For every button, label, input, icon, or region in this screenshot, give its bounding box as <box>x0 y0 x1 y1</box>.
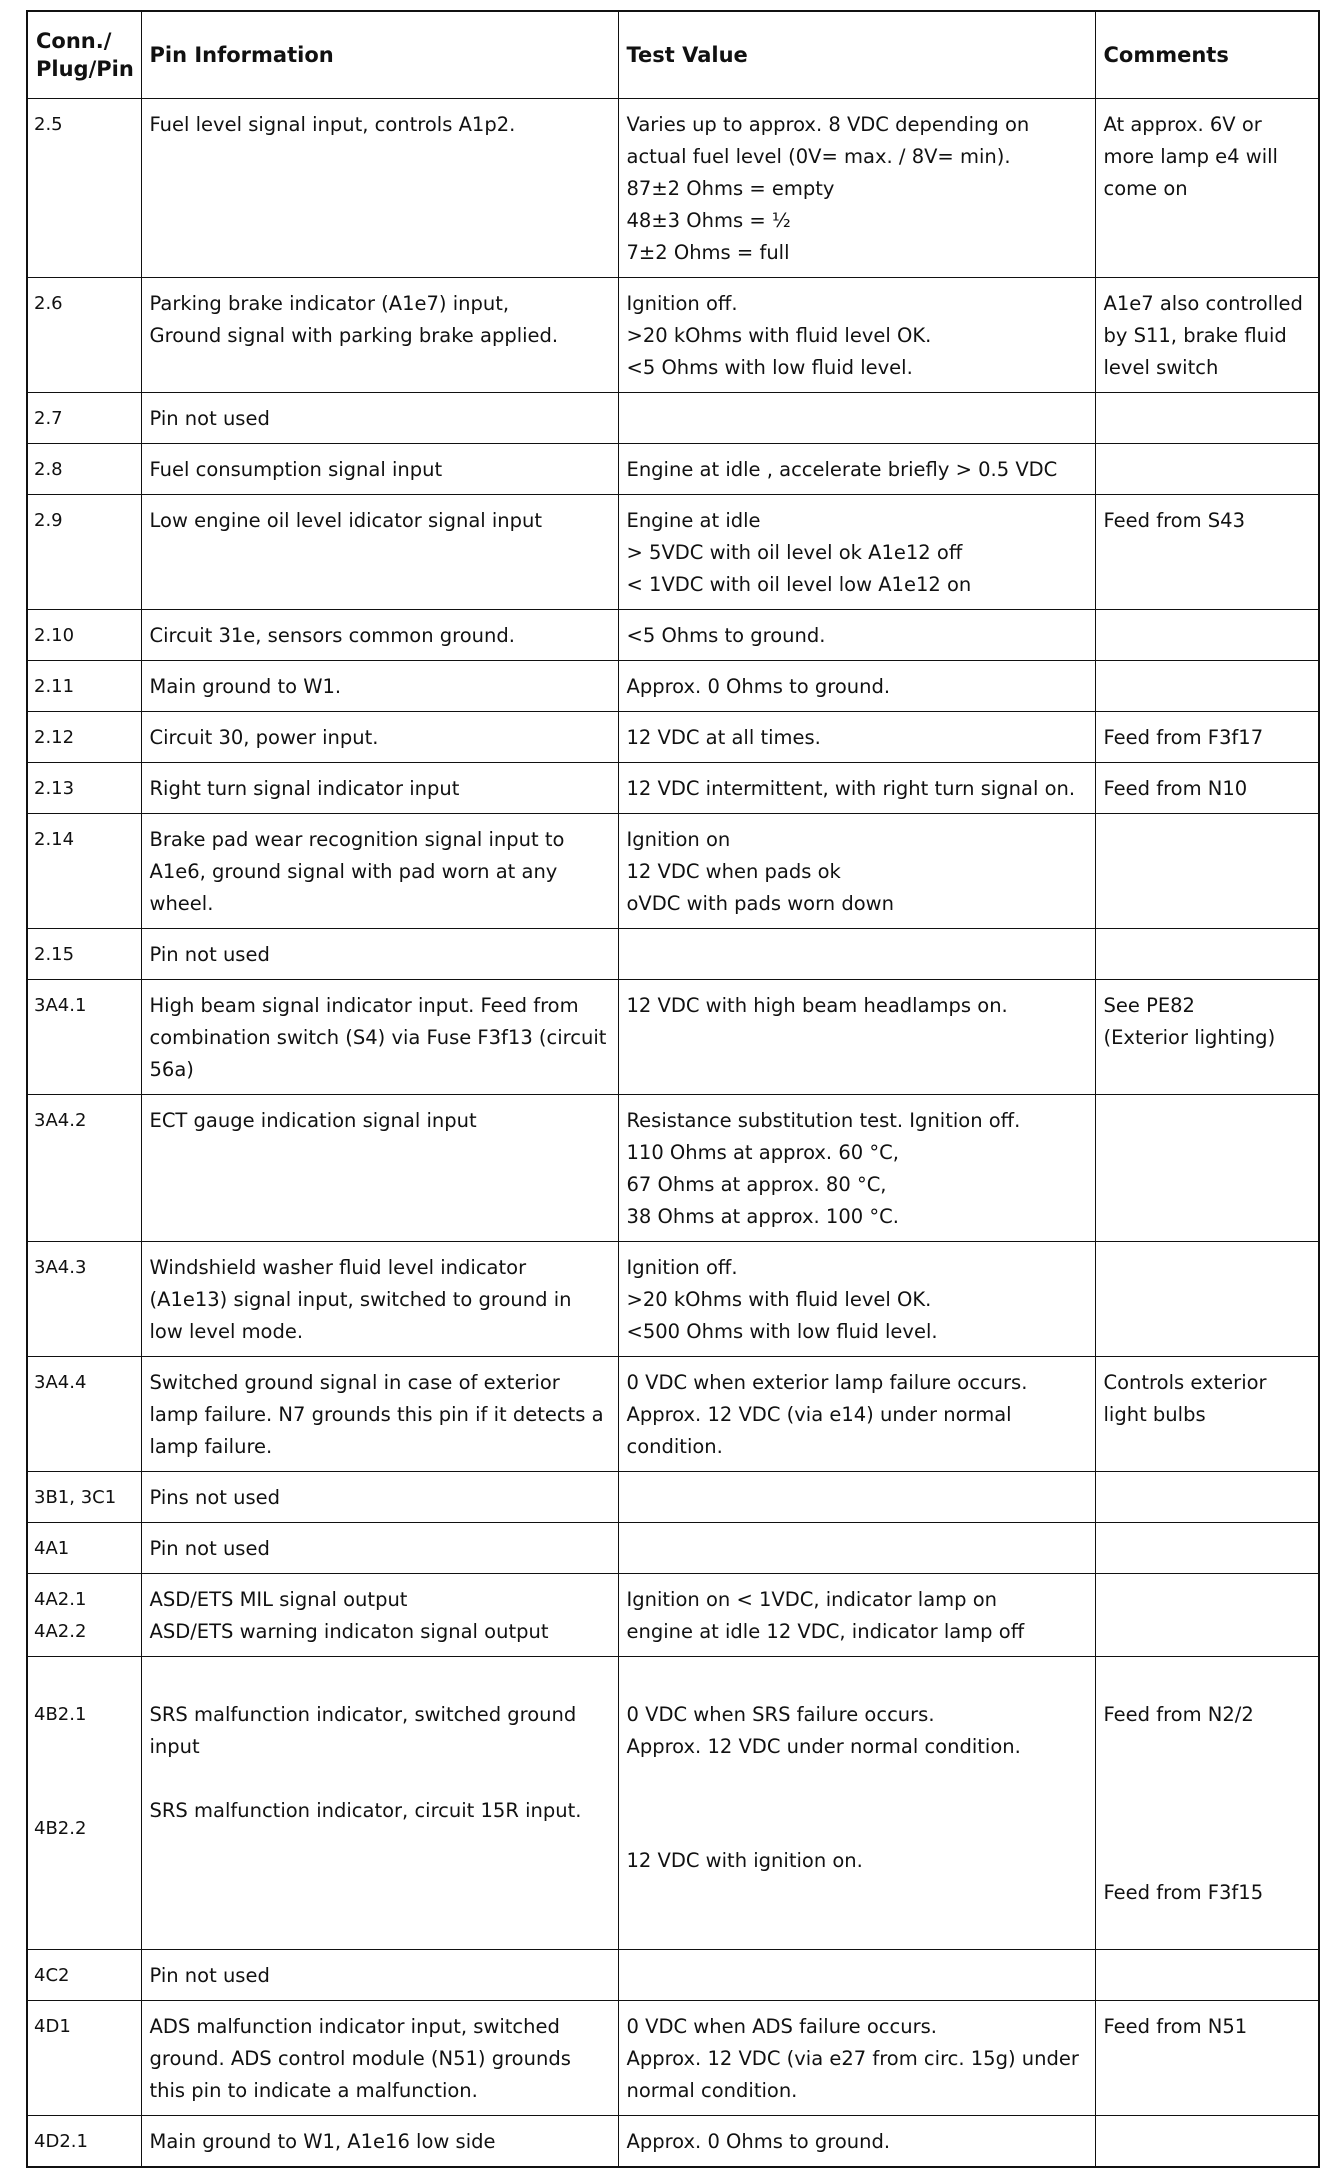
spacer <box>1104 1763 1311 1795</box>
header-conn-plug-pin: Conn./ Plug/Pin <box>27 11 141 99</box>
table-row <box>27 610 1319 661</box>
table-row <box>27 2001 1319 2116</box>
pin-cell: 2.12 <box>27 712 141 763</box>
pin-cell: 2.15 <box>27 929 141 980</box>
comment-cell: Feed from N10 <box>1095 763 1319 814</box>
pin-table-page <box>26 10 1318 2168</box>
test-value-cell: Ignition off. >20 kOhms with fluid level OK. <500 Ohms with low fluid level. <box>618 1242 1095 1357</box>
test-value-cell: <5 Ohms to ground. <box>618 610 1095 661</box>
pin-info-cell: Windshield washer fluid level indicator (A1e13) signal input, switched to ground in low level mode. <box>141 1242 618 1357</box>
pin-info-text: SRS malfunction indicator, switched ground input <box>149 1703 577 1758</box>
pin-cell: 2.13 <box>27 763 141 814</box>
table-row <box>27 1357 1319 1472</box>
pin-cell: 2.14 <box>27 814 141 929</box>
test-value-cell <box>618 393 1095 444</box>
test-value-cell <box>618 1523 1095 1574</box>
table-row <box>27 1472 1319 1523</box>
test-value-text: 0 VDC when SRS failure occurs. Approx. 12 VDC under normal condition. <box>626 1703 1021 1758</box>
comment-cell: Feed from N51 <box>1095 2001 1319 2116</box>
table-row <box>27 1523 1319 1574</box>
pin-cell: 2.7 <box>27 393 141 444</box>
table-row <box>27 712 1319 763</box>
pin-cell: 2.6 <box>27 278 141 393</box>
pin-cell <box>27 1657 141 1950</box>
comment-cell <box>1095 1472 1319 1523</box>
pin-cell: 2.11 <box>27 661 141 712</box>
comment-cell <box>1095 814 1319 929</box>
pin-info-cell: ASD/ETS MIL signal output ASD/ETS warning indicaton signal output <box>141 1574 618 1657</box>
comment-cell <box>1095 1657 1319 1950</box>
test-value-cell <box>618 1472 1095 1523</box>
pin-label: 4B2.1 <box>34 1704 87 1725</box>
table-row <box>27 1574 1319 1657</box>
pin-info-cell <box>141 1657 618 1950</box>
pin-info-cell: ADS malfunction indicator input, switched ground. ADS control module (N51) grounds this pin to indicate a malfunction. <box>141 2001 618 2116</box>
test-value-cell <box>618 929 1095 980</box>
table-row <box>27 1657 1319 1950</box>
comment-cell <box>1095 393 1319 444</box>
test-value-cell: Ignition on 12 VDC when pads ok oVDC with pads worn down <box>618 814 1095 929</box>
table-row <box>27 1242 1319 1357</box>
test-value-cell: 0 VDC when ADS failure occurs. Approx. 12 VDC (via e27 from circ. 15g) under normal condition. <box>618 2001 1095 2116</box>
table-row <box>27 1950 1319 2001</box>
pin-info-cell: Pin not used <box>141 1950 618 2001</box>
comment-cell: Feed from S43 <box>1095 495 1319 610</box>
pin-info-cell: Switched ground signal in case of exterior lamp failure. N7 grounds this pin if it detects a lamp failure. <box>141 1357 618 1472</box>
table-row <box>27 763 1319 814</box>
test-value-cell: 12 VDC intermittent, with right turn signal on. <box>618 763 1095 814</box>
test-value-cell: Engine at idle > 5VDC with oil level ok A1e12 off < 1VDC with oil level low A1e12 on <box>618 495 1095 610</box>
pin-cell: 2.9 <box>27 495 141 610</box>
test-value-cell: Ignition on < 1VDC, indicator lamp on engine at idle 12 VDC, indicator lamp off <box>618 1574 1095 1657</box>
test-value-cell: Ignition off. >20 kOhms with fluid level OK. <5 Ohms with low fluid level. <box>618 278 1095 393</box>
table-row <box>27 2116 1319 2168</box>
pin-cell: 2.10 <box>27 610 141 661</box>
comment-cell <box>1095 1242 1319 1357</box>
table-row <box>27 278 1319 393</box>
pin-cell: 2.5 <box>27 99 141 278</box>
pin-information-table <box>26 10 1320 2168</box>
pin-cell: 3A4.2 <box>27 1095 141 1242</box>
comment-cell: See PE82 (Exterior lighting) <box>1095 980 1319 1095</box>
test-value-cell: 12 VDC with high beam headlamps on. <box>618 980 1095 1095</box>
comment-cell <box>1095 929 1319 980</box>
test-value-cell: Resistance substitution test. Ignition off. 110 Ohms at approx. 60 °C, 67 Ohms at approx. 80 °C, 38 Ohms at approx. 100 °C. <box>618 1095 1095 1242</box>
table-row <box>27 980 1319 1095</box>
spacer <box>627 1795 1087 1813</box>
pin-cell: 4C2 <box>27 1950 141 2001</box>
table-row <box>27 661 1319 712</box>
pin-label: 4B2.2 <box>34 1818 87 1839</box>
pin-cell: 4A1 <box>27 1523 141 1574</box>
test-value-cell: Approx. 0 Ohms to ground. <box>618 2116 1095 2168</box>
test-value-cell: Engine at idle , accelerate briefly > 0.5 VDC <box>618 444 1095 495</box>
pin-info-cell: Pin not used <box>141 393 618 444</box>
pin-info-cell: Main ground to W1, A1e16 low side <box>141 2116 618 2168</box>
comment-cell <box>1095 1574 1319 1657</box>
table-row <box>27 814 1319 929</box>
pin-cell: 3A4.1 <box>27 980 141 1095</box>
comment-cell: Controls exterior light bulbs <box>1095 1357 1319 1472</box>
comment-cell <box>1095 661 1319 712</box>
test-value-cell <box>618 1950 1095 2001</box>
comment-cell <box>1095 610 1319 661</box>
pin-info-cell: Main ground to W1. <box>141 661 618 712</box>
comment-cell <box>1095 1523 1319 1574</box>
pin-cell: 4D1 <box>27 2001 141 2116</box>
pin-cell: 3A4.4 <box>27 1357 141 1472</box>
test-value-text: 12 VDC with ignition on. <box>626 1849 863 1872</box>
comment-cell <box>1095 1095 1319 1242</box>
pin-cell: 4A2.1 4A2.2 <box>27 1574 141 1657</box>
header-pin-information: Pin Information <box>141 11 618 99</box>
header-test-value: Test Value <box>618 11 1095 99</box>
pin-info-cell: Pin not used <box>141 929 618 980</box>
table-header-row <box>27 11 1319 99</box>
pin-info-cell: Circuit 30, power input. <box>141 712 618 763</box>
pin-cell: 3B1, 3C1 <box>27 1472 141 1523</box>
comment-cell <box>1095 2116 1319 2168</box>
test-value-cell: Approx. 0 Ohms to ground. <box>618 661 1095 712</box>
pin-cell: 3A4.3 <box>27 1242 141 1357</box>
test-value-cell: 0 VDC when exterior lamp failure occurs. Approx. 12 VDC (via e14) under normal condition. <box>618 1357 1095 1472</box>
table-row <box>27 393 1319 444</box>
pin-info-cell: ECT gauge indication signal input <box>141 1095 618 1242</box>
pin-info-cell: Circuit 31e, sensors common ground. <box>141 610 618 661</box>
header-comments: Comments <box>1095 11 1319 99</box>
spacer <box>34 1763 133 1781</box>
table-row <box>27 99 1319 278</box>
comment-text: Feed from F3f15 <box>1103 1881 1264 1904</box>
comment-cell: Feed from F3f17 <box>1095 712 1319 763</box>
table-row <box>27 1095 1319 1242</box>
pin-info-cell: Pin not used <box>141 1523 618 1574</box>
pin-info-cell: Low engine oil level idicator signal input <box>141 495 618 610</box>
table-row <box>27 495 1319 610</box>
table-row <box>27 929 1319 980</box>
pin-info-cell: Fuel level signal input, controls A1p2. <box>141 99 618 278</box>
spacer <box>1104 1827 1311 1845</box>
pin-info-cell: Pins not used <box>141 1472 618 1523</box>
test-value-cell: 12 VDC at all times. <box>618 712 1095 763</box>
pin-cell: 2.8 <box>27 444 141 495</box>
comment-cell <box>1095 444 1319 495</box>
test-value-cell <box>618 1657 1095 1950</box>
table-row <box>27 444 1319 495</box>
comment-cell: At approx. 6V or more lamp e4 will come on <box>1095 99 1319 278</box>
pin-info-cell: Brake pad wear recognition signal input to A1e6, ground signal with pad worn at any wheel. <box>141 814 618 929</box>
pin-info-text: SRS malfunction indicator, circuit 15R input. <box>149 1799 582 1822</box>
pin-info-cell: High beam signal indicator input. Feed from combination switch (S4) via Fuse F3f13 (circuit 56a) <box>141 980 618 1095</box>
test-value-cell: Varies up to approx. 8 VDC depending on actual fuel level (0V= max. / 8V= min). 87±2 Ohms = empty 48±3 Ohms = ½ 7±2 Ohms = full <box>618 99 1095 278</box>
comment-text: Feed from N2/2 <box>1103 1703 1254 1726</box>
pin-info-cell: Parking brake indicator (A1e7) input, Ground signal with parking brake applied. <box>141 278 618 393</box>
comment-cell <box>1095 1950 1319 2001</box>
pin-info-cell: Fuel consumption signal input <box>141 444 618 495</box>
pin-info-cell: Right turn signal indicator input <box>141 763 618 814</box>
pin-cell: 4D2.1 <box>27 2116 141 2168</box>
comment-cell: A1e7 also controlled by S11, brake fluid level switch <box>1095 278 1319 393</box>
